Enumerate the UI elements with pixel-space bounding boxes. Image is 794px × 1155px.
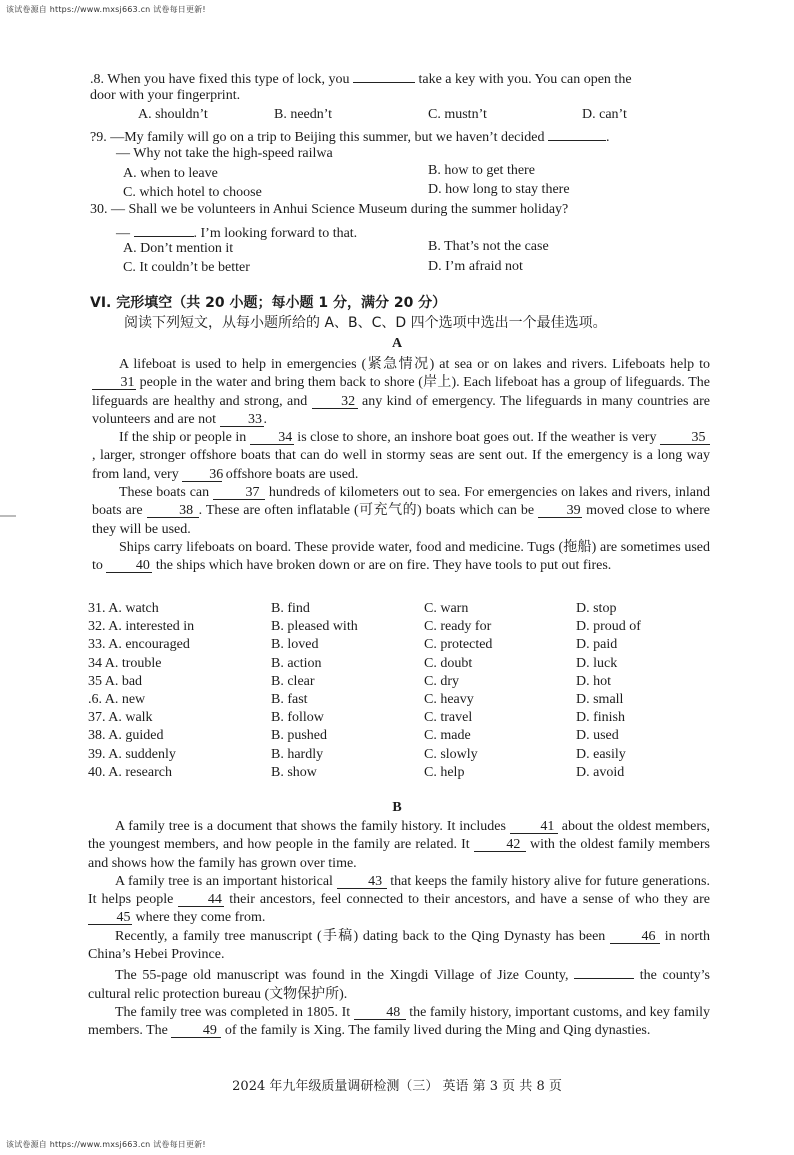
passage-text: any kind of emergency. The lifeguards in many countries are volunteers and are not: [92, 393, 710, 427]
section-instruction: 阅读下列短文，从每小题所给的 A、B、C、D 四个选项中选出一个最佳选项。: [124, 315, 607, 331]
option-row: [88, 618, 728, 636]
option-38-b[interactable]: B. pushed: [271, 728, 327, 744]
passage-b-label: B: [392, 800, 402, 815]
q30-number: 30.: [90, 202, 108, 217]
passage-b-paragraph-2: [88, 873, 710, 928]
option-40-a[interactable]: 40. A. research: [88, 764, 172, 780]
passage-text: the family history, important customs, and key family members. The: [88, 1004, 710, 1039]
option-33-d[interactable]: D. paid: [576, 637, 618, 653]
passage-text: with the oldest family members and shows how the family has grown over time.: [88, 837, 710, 871]
passage-text: the county’s cultural relic protection bureau (文物保护所).: [88, 968, 710, 1002]
q30-stem: [90, 201, 568, 218]
passage-text: is close to shore, an inshore boat goes out. If the weather is very: [293, 430, 660, 446]
option-row: [88, 709, 728, 727]
option-36-c[interactable]: C. heavy: [424, 691, 474, 707]
option-31-c[interactable]: C. warn: [424, 601, 469, 616]
option-row: [88, 673, 728, 691]
q28-blank[interactable]: [353, 68, 415, 83]
blank-46[interactable]: 46: [610, 929, 660, 944]
blank-38[interactable]: 38: [147, 503, 199, 518]
option-40-c[interactable]: C. help: [424, 764, 465, 780]
q28-option-c[interactable]: C. mustn’t: [428, 107, 487, 122]
option-38-d[interactable]: D. used: [576, 728, 619, 744]
option-35-b[interactable]: B. clear: [271, 673, 315, 689]
option-31-d[interactable]: D. stop: [576, 601, 617, 616]
passage-text: , larger, stronger offshore boats that can do well in stormy seas are sent out. If the emergency is a long way from land, very: [92, 448, 710, 482]
passage-a: [92, 356, 710, 576]
q28-stem-b: take a key with you. You can open the: [418, 72, 632, 87]
q28-stem: [90, 68, 632, 88]
q29-option-a[interactable]: A. when to leave: [123, 166, 218, 181]
passage-text: where they come from.: [132, 910, 266, 926]
option-row: [88, 764, 728, 782]
q28-option-d[interactable]: D. can’t: [582, 107, 627, 122]
passage-text: These boats can: [119, 485, 213, 501]
passage-b-paragraph-1: [88, 818, 710, 873]
option-36-b[interactable]: B. fast: [271, 691, 308, 707]
passage-b-paragraph-4: [88, 964, 710, 1004]
option-33-a[interactable]: 33. A. encouraged: [88, 637, 190, 653]
option-38-a[interactable]: 38. A. guided: [88, 728, 164, 744]
option-34-a[interactable]: 34 A. trouble: [88, 655, 162, 671]
option-34-d[interactable]: D. luck: [576, 655, 618, 671]
q30-dash: —: [116, 226, 130, 241]
option-39-b[interactable]: B. hardly: [271, 746, 324, 762]
q30-option-d[interactable]: D. I’m afraid not: [428, 259, 523, 274]
passage-b-paragraph-5: [88, 1004, 710, 1041]
blank-42[interactable]: 42: [474, 837, 526, 852]
blank-47[interactable]: [574, 964, 634, 979]
q29-stem-b: .: [606, 130, 610, 145]
passage-text: A family tree is a document that shows the family history. It includes: [115, 819, 510, 834]
q30-reply: [116, 222, 357, 242]
option-34-c[interactable]: C. doubt: [424, 655, 473, 671]
option-37-c[interactable]: C. travel: [424, 710, 473, 726]
option-row: [88, 746, 728, 764]
passage-text: moved close to where they will be used.: [92, 503, 710, 537]
q29-stem-a: —My family will go on a trip to Beijing this summer, but we haven’t decided: [110, 130, 545, 145]
blank-37[interactable]: 37: [213, 485, 265, 500]
blank-49[interactable]: 49: [171, 1023, 221, 1038]
option-39-d[interactable]: D. easily: [576, 746, 626, 762]
passage-text: . These are often inflatable (可充气的) boats which can be: [198, 503, 539, 519]
blank-34[interactable]: 34: [250, 430, 294, 445]
q28-option-a[interactable]: A. shouldn’t: [138, 107, 208, 122]
passage-text: Recently, a family tree manuscript (手稿) dating back to the Qing Dynasty has been: [115, 928, 611, 944]
option-32-a[interactable]: 32. A. interested in: [88, 619, 195, 635]
option-31-a[interactable]: 31. A. watch: [88, 601, 159, 616]
passage-text: If the ship or people in: [119, 430, 250, 446]
q30-option-b[interactable]: B. That’s not the case: [428, 239, 549, 254]
passage-text: that keeps the family history alive for future generations. It helps people: [88, 873, 710, 908]
option-row: [88, 636, 728, 654]
option-37-b[interactable]: B. follow: [271, 710, 324, 726]
option-38-c[interactable]: C. made: [424, 728, 471, 744]
passage-text: of the family is Xing. The family lived during the Ming and Qing dynasties.: [221, 1023, 651, 1039]
q29-blank[interactable]: [548, 126, 606, 141]
blank-40[interactable]: 40: [106, 558, 152, 573]
watermark-top: 该试卷源自 https://www.mxsj663.cn 试卷每日更新!: [6, 5, 206, 14]
option-row: [88, 600, 728, 618]
q30-option-c[interactable]: C. It couldn’t be better: [123, 260, 250, 275]
passage-text: hundreds of kilometers out to sea. For emergencies on lakes and rivers, inland boats are: [92, 485, 710, 519]
passage-a-label: A: [391, 336, 403, 351]
option-40-b[interactable]: B. show: [271, 764, 317, 780]
blank-36[interactable]: 36: [182, 467, 222, 482]
q28-number: .8.: [90, 72, 104, 87]
option-35-d[interactable]: D. hot: [576, 673, 611, 689]
q28-stem-a: When you have fixed this type of lock, you: [107, 72, 350, 87]
q29-option-c[interactable]: C. which hotel to choose: [123, 185, 262, 200]
section-title: VI. 完形填空（共 20 小题；每小题 1 分，满分 20 分）: [90, 295, 447, 311]
passage-text: A lifeboat is used to help in emergencies (紧急情况) at sea or on lakes and rivers. Lifeboats help to: [119, 357, 710, 372]
passage-text: The 55-page old manuscript was found in the Xingdi Village of Jize County,: [115, 968, 575, 984]
q29-number: ?9.: [90, 130, 107, 145]
blank-35[interactable]: 35: [660, 430, 710, 445]
blank-45[interactable]: 45: [88, 910, 132, 925]
passage-a-options: [88, 600, 728, 782]
blank-44[interactable]: 44: [178, 892, 224, 907]
option-32-d[interactable]: D. proud of: [576, 619, 641, 635]
q30-blank[interactable]: [134, 222, 194, 237]
option-row: [88, 727, 728, 745]
blank-39[interactable]: 39: [538, 503, 582, 518]
passage-b: [88, 818, 710, 1041]
option-35-c[interactable]: C. dry: [424, 673, 459, 689]
passage-text: offshore boats are used.: [222, 466, 359, 482]
passage-text: about the oldest members, the youngest members, and how people in the family are related. It: [88, 819, 710, 853]
passage-a-paragraph-1: [92, 356, 710, 429]
passage-text: their ancestors, feel connected to their ancestors, and have a sense of who they are: [224, 892, 711, 908]
blank-43[interactable]: 43: [337, 874, 387, 889]
watermark-bottom: 该试卷源自 https://www.mxsj663.cn 试卷每日更新!: [6, 1140, 206, 1149]
passage-text: Ships carry lifeboats on board. These provide water, food and medicine. Tugs (拖船) are sometimes used to: [92, 539, 710, 574]
passage-text: The family tree was completed in 1805. It: [115, 1004, 354, 1020]
passage-a-paragraph-2: [92, 429, 710, 484]
scan-edge-mark: [0, 515, 16, 517]
option-39-c[interactable]: C. slowly: [424, 746, 478, 762]
option-37-a[interactable]: 37. A. walk: [88, 710, 153, 726]
passage-b-paragraph-3: [88, 928, 710, 965]
passage-a-paragraph-3: [92, 484, 710, 539]
option-32-c[interactable]: C. ready for: [424, 619, 492, 635]
q29-reply: — Why not take the high-speed railwa: [116, 146, 333, 161]
option-37-d[interactable]: D. finish: [576, 710, 625, 726]
q30-reply-text: . I’m looking forward to that.: [193, 226, 358, 241]
blank-41[interactable]: 41: [510, 819, 558, 834]
q29-option-b[interactable]: B. how to get there: [428, 163, 535, 178]
option-33-b[interactable]: B. loved: [271, 637, 319, 653]
option-40-d[interactable]: D. avoid: [576, 764, 625, 780]
option-row: [88, 655, 728, 673]
page-footer: 2024 年九年级质量调研检测（三） 英语 第 3 页 共 8 页: [232, 1079, 562, 1094]
option-row: [88, 691, 728, 709]
option-39-a[interactable]: 39. A. suddenly: [88, 746, 176, 762]
passage-text: A family tree is an important historical: [115, 873, 337, 889]
q29-stem: [90, 126, 610, 146]
option-36-a[interactable]: .6. A. new: [88, 691, 146, 707]
option-32-b[interactable]: B. pleased with: [271, 619, 358, 635]
option-34-b[interactable]: B. action: [271, 655, 322, 671]
q29-option-d[interactable]: D. how long to stay there: [428, 182, 570, 197]
passage-text: in north China’s Hebei Province.: [88, 928, 710, 963]
option-33-c[interactable]: C. protected: [424, 637, 493, 653]
q30-stem-text: — Shall we be volunteers in Anhui Science Museum during the summer holiday?: [111, 202, 569, 217]
q30-option-a[interactable]: A. Don’t mention it: [123, 241, 234, 256]
passage-a-paragraph-4: [92, 539, 710, 576]
option-35-a[interactable]: 35 A. bad: [88, 673, 143, 689]
option-31-b[interactable]: B. find: [271, 601, 310, 616]
blank-32[interactable]: 32: [312, 394, 358, 409]
passage-text: people in the water and bring them back to shore (岸上). Each lifeboat has a group of lifeguards. The lifeguards are healthy and strong, and: [92, 375, 710, 409]
q28-option-b[interactable]: B. needn’t: [274, 107, 333, 122]
blank-31[interactable]: 31: [92, 375, 136, 390]
option-36-d[interactable]: D. small: [576, 691, 624, 707]
blank-48[interactable]: 48: [354, 1005, 406, 1020]
q28-stem-c: door with your fingerprint.: [90, 88, 241, 103]
passage-text: the ships which have broken down or are on fire. They have tools to put out fires.: [152, 558, 612, 574]
blank-33[interactable]: 33: [220, 412, 264, 427]
passage-text: .: [263, 411, 268, 427]
